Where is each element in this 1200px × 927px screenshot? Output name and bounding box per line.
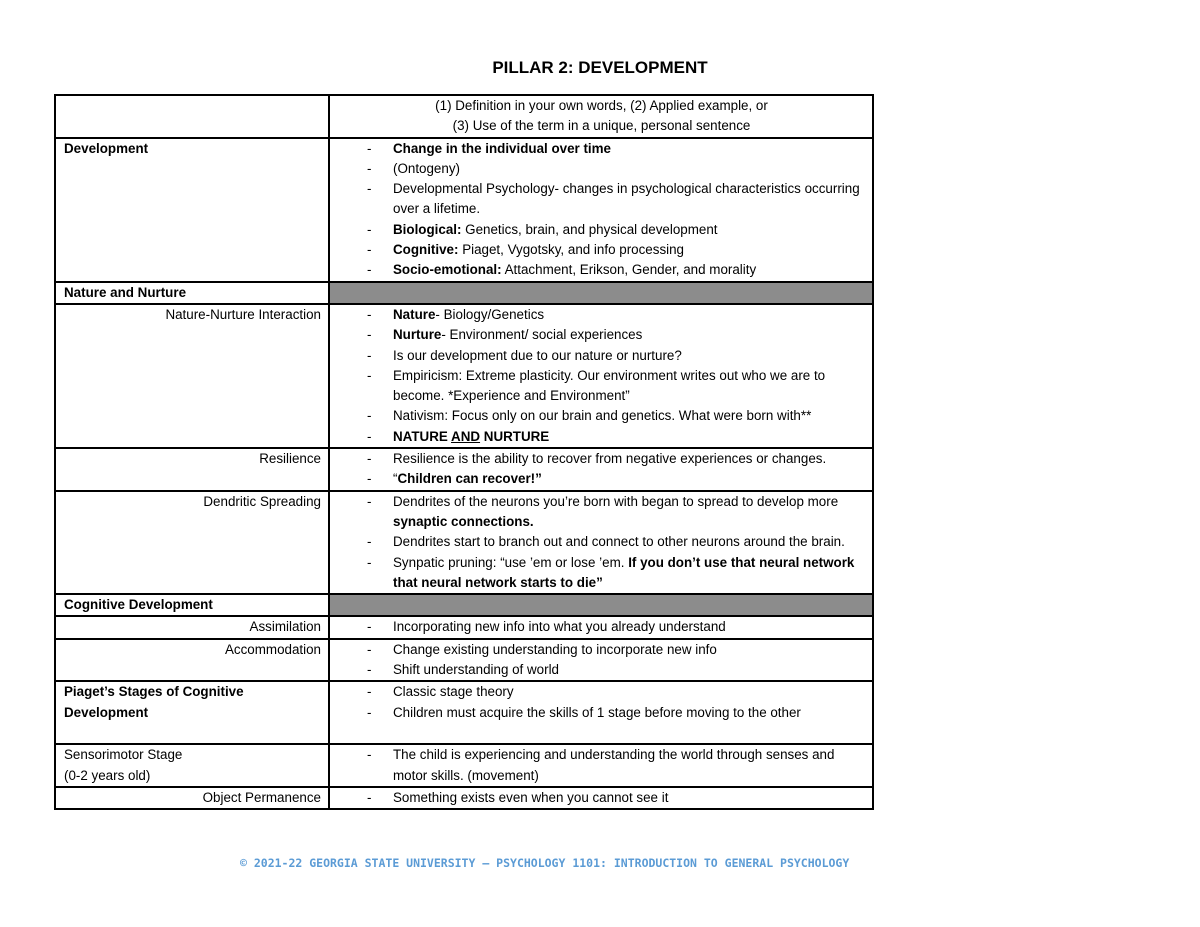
- list-item: - Developmental Psychology- changes in psychological characteristics occurring over a lifetime.: [338, 179, 865, 220]
- table-row: [55, 448, 873, 491]
- list-item: - Is our development due to our nature or nurture?: [338, 346, 865, 366]
- term-line: Development: [64, 704, 149, 720]
- note-label: Biological:: [393, 221, 462, 237]
- term-cell: Resilience: [55, 448, 329, 491]
- list-item: [338, 240, 865, 260]
- note-text: - Environment/ social experiences: [441, 327, 643, 343]
- term-cell: Nature-Nurture Interaction: [55, 304, 329, 448]
- term-line: (0-2 years old): [64, 767, 151, 783]
- list-item: - Change existing understanding to incorporate new info: [338, 640, 865, 660]
- list-item: [338, 305, 865, 325]
- term-cell: Development: [55, 138, 329, 282]
- list-item: [338, 427, 865, 447]
- term-cell: Dendritic Spreading: [55, 491, 329, 594]
- header-row: [55, 95, 873, 138]
- header-instructions-cell: [329, 95, 873, 138]
- spacer: [64, 723, 321, 743]
- list-item: [338, 139, 865, 159]
- notes-cell: [329, 681, 873, 744]
- list-item: - Children must acquire the skills of 1 stage before moving to the other: [338, 703, 865, 723]
- term-cell: [55, 681, 329, 744]
- notes-table: [54, 94, 874, 810]
- term-cell: Accommodation: [55, 639, 329, 682]
- table-row: [55, 744, 873, 787]
- note-label: Socio-emotional:: [393, 262, 502, 278]
- note-text: Attachment, Erikson, Gender, and morality: [501, 262, 757, 278]
- list-item: - Resilience is the ability to recover from negative experiences or changes.: [338, 449, 865, 469]
- copyright-footer: © 2021-22 GEORGIA STATE UNIVERSITY – PSYCHOLOGY 1101: INTRODUCTION TO GENERAL PSYCHOLOGY: [240, 856, 850, 870]
- note-text: Genetics, brain, and physical development: [461, 221, 718, 237]
- term-line: Sensorimotor Stage: [64, 747, 183, 763]
- list-item: - Something exists even when you cannot see it: [338, 788, 865, 808]
- note-label: Nature: [393, 306, 436, 322]
- note-text: If you don’t use that neural network that neural network starts to die”: [393, 554, 855, 590]
- header-line-1: (1) Definition in your own words, (2) Applied example, or: [435, 98, 768, 113]
- notes-cell: [329, 744, 873, 787]
- table-row: [55, 639, 873, 682]
- list-item: [338, 260, 865, 280]
- note-text: - Biology/Genetics: [435, 306, 545, 322]
- list-item: [338, 220, 865, 240]
- list-item: - (Ontogeny): [338, 159, 865, 179]
- shaded-cell: [329, 282, 873, 304]
- page-title: PILLAR 2: DEVELOPMENT: [492, 58, 708, 77]
- table-row: [55, 138, 873, 282]
- list-item: [338, 492, 865, 533]
- section-title: Cognitive Development: [55, 594, 329, 616]
- term-cell: [55, 744, 329, 787]
- table-row: [55, 491, 873, 594]
- term-cell: Assimilation: [55, 616, 329, 638]
- table-row: [55, 616, 873, 638]
- note-text: Synpatic pruning: “use ’em or lose ’em.: [393, 554, 629, 570]
- section-title: Nature and Nurture: [55, 282, 329, 304]
- note-text: Piaget, Vygotsky, and info processing: [458, 242, 685, 258]
- list-item: - Incorporating new info into what you already understand: [338, 617, 865, 637]
- list-item: [338, 325, 865, 345]
- header-line-2: (3) Use of the term in a unique, personal sentence: [452, 118, 751, 134]
- list-item: - Shift understanding of world: [338, 660, 865, 680]
- notes-cell: [329, 138, 873, 282]
- list-item: [338, 469, 865, 489]
- note-text: synaptic connections.: [393, 513, 534, 529]
- note-label: Nurture: [393, 327, 442, 343]
- header-term-cell: [55, 95, 329, 138]
- notes-cell: [329, 639, 873, 682]
- note-text: NURTURE: [480, 428, 550, 444]
- section-row: [55, 282, 873, 304]
- note-text: Change in the individual over time: [393, 140, 612, 156]
- note-text: AND: [451, 428, 481, 444]
- note-text: Children can recover!”: [397, 471, 542, 487]
- note-text: “: [393, 471, 398, 487]
- term-line: Piaget’s Stages of Cognitive: [64, 684, 244, 700]
- shaded-cell: [329, 594, 873, 616]
- table-row: [55, 787, 873, 809]
- note-label: Cognitive:: [393, 242, 459, 258]
- table-row: [55, 681, 873, 744]
- notes-cell: [329, 787, 873, 809]
- notes-cell: [329, 448, 873, 491]
- list-item: - The child is experiencing and understanding the world through senses and motor skills. (movement): [338, 745, 865, 786]
- notes-cell: [329, 616, 873, 638]
- list-item: - Classic stage theory: [338, 682, 865, 702]
- section-row: [55, 594, 873, 616]
- note-text: Dendrites of the neurons you’re born with began to spread to develop more: [393, 493, 839, 509]
- list-item: - Dendrites start to branch out and connect to other neurons around the brain.: [338, 532, 865, 552]
- term-cell: Object Permanence: [55, 787, 329, 809]
- list-item: - Nativism: Focus only on our brain and genetics. What were born with**: [338, 406, 865, 426]
- list-item: - Empiricism: Extreme plasticity. Our environment writes out who we are to become. *Experience and Environment”: [338, 366, 865, 407]
- notes-cell: [329, 304, 873, 448]
- list-item: [338, 553, 865, 594]
- table-row: [55, 304, 873, 448]
- notes-cell: [329, 491, 873, 594]
- note-text: NATURE: [393, 428, 452, 444]
